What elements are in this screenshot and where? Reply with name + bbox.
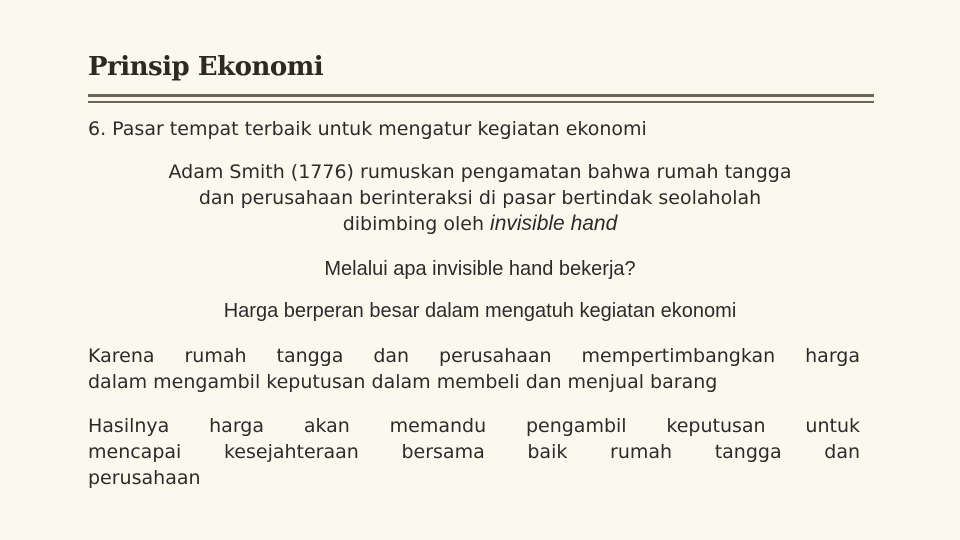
smith-line-3-prefix: dibimbing oleh — [342, 213, 491, 235]
smith-line-2: dan perusahaan berinteraksi di pasar bertindak seolaholah — [198, 187, 762, 209]
reason-paragraph — [88, 343, 860, 395]
question-text: Melalui apa invisible hand bekerja? — [324, 258, 636, 280]
smith-line-1: Adam Smith (1776) rumuskan pengamatan bahwa rumah tangga — [168, 161, 792, 183]
title-divider-thick — [88, 94, 874, 97]
result-line-2: mencapai kesejahteraan bersama baik rumah tangga dan — [88, 441, 860, 463]
answer-text: Harga berperan besar dalam mengatuh kegiatan ekonomi — [223, 300, 737, 322]
smith-line-3 — [100, 211, 860, 237]
point-six: 6. Pasar tempat terbaik untuk mengatur kegiatan ekonomi — [88, 118, 647, 140]
result-line-1: Hasilnya harga akan memandu pengambil keputusan untuk — [88, 415, 860, 437]
result-paragraph — [88, 413, 860, 491]
invisible-hand-emphasis: invisible hand — [490, 212, 618, 235]
result-line-3: perusahaan — [88, 467, 201, 489]
adam-smith-paragraph — [100, 159, 860, 237]
reason-line-1: Karena rumah tangga dan perusahaan mempertimbangkan harga — [88, 345, 860, 367]
title-divider-thin — [88, 101, 874, 103]
slide-title: Prinsip Ekonomi — [88, 52, 324, 82]
reason-line-2: dalam mengambil keputusan dalam membeli dan menjual barang — [88, 371, 718, 393]
